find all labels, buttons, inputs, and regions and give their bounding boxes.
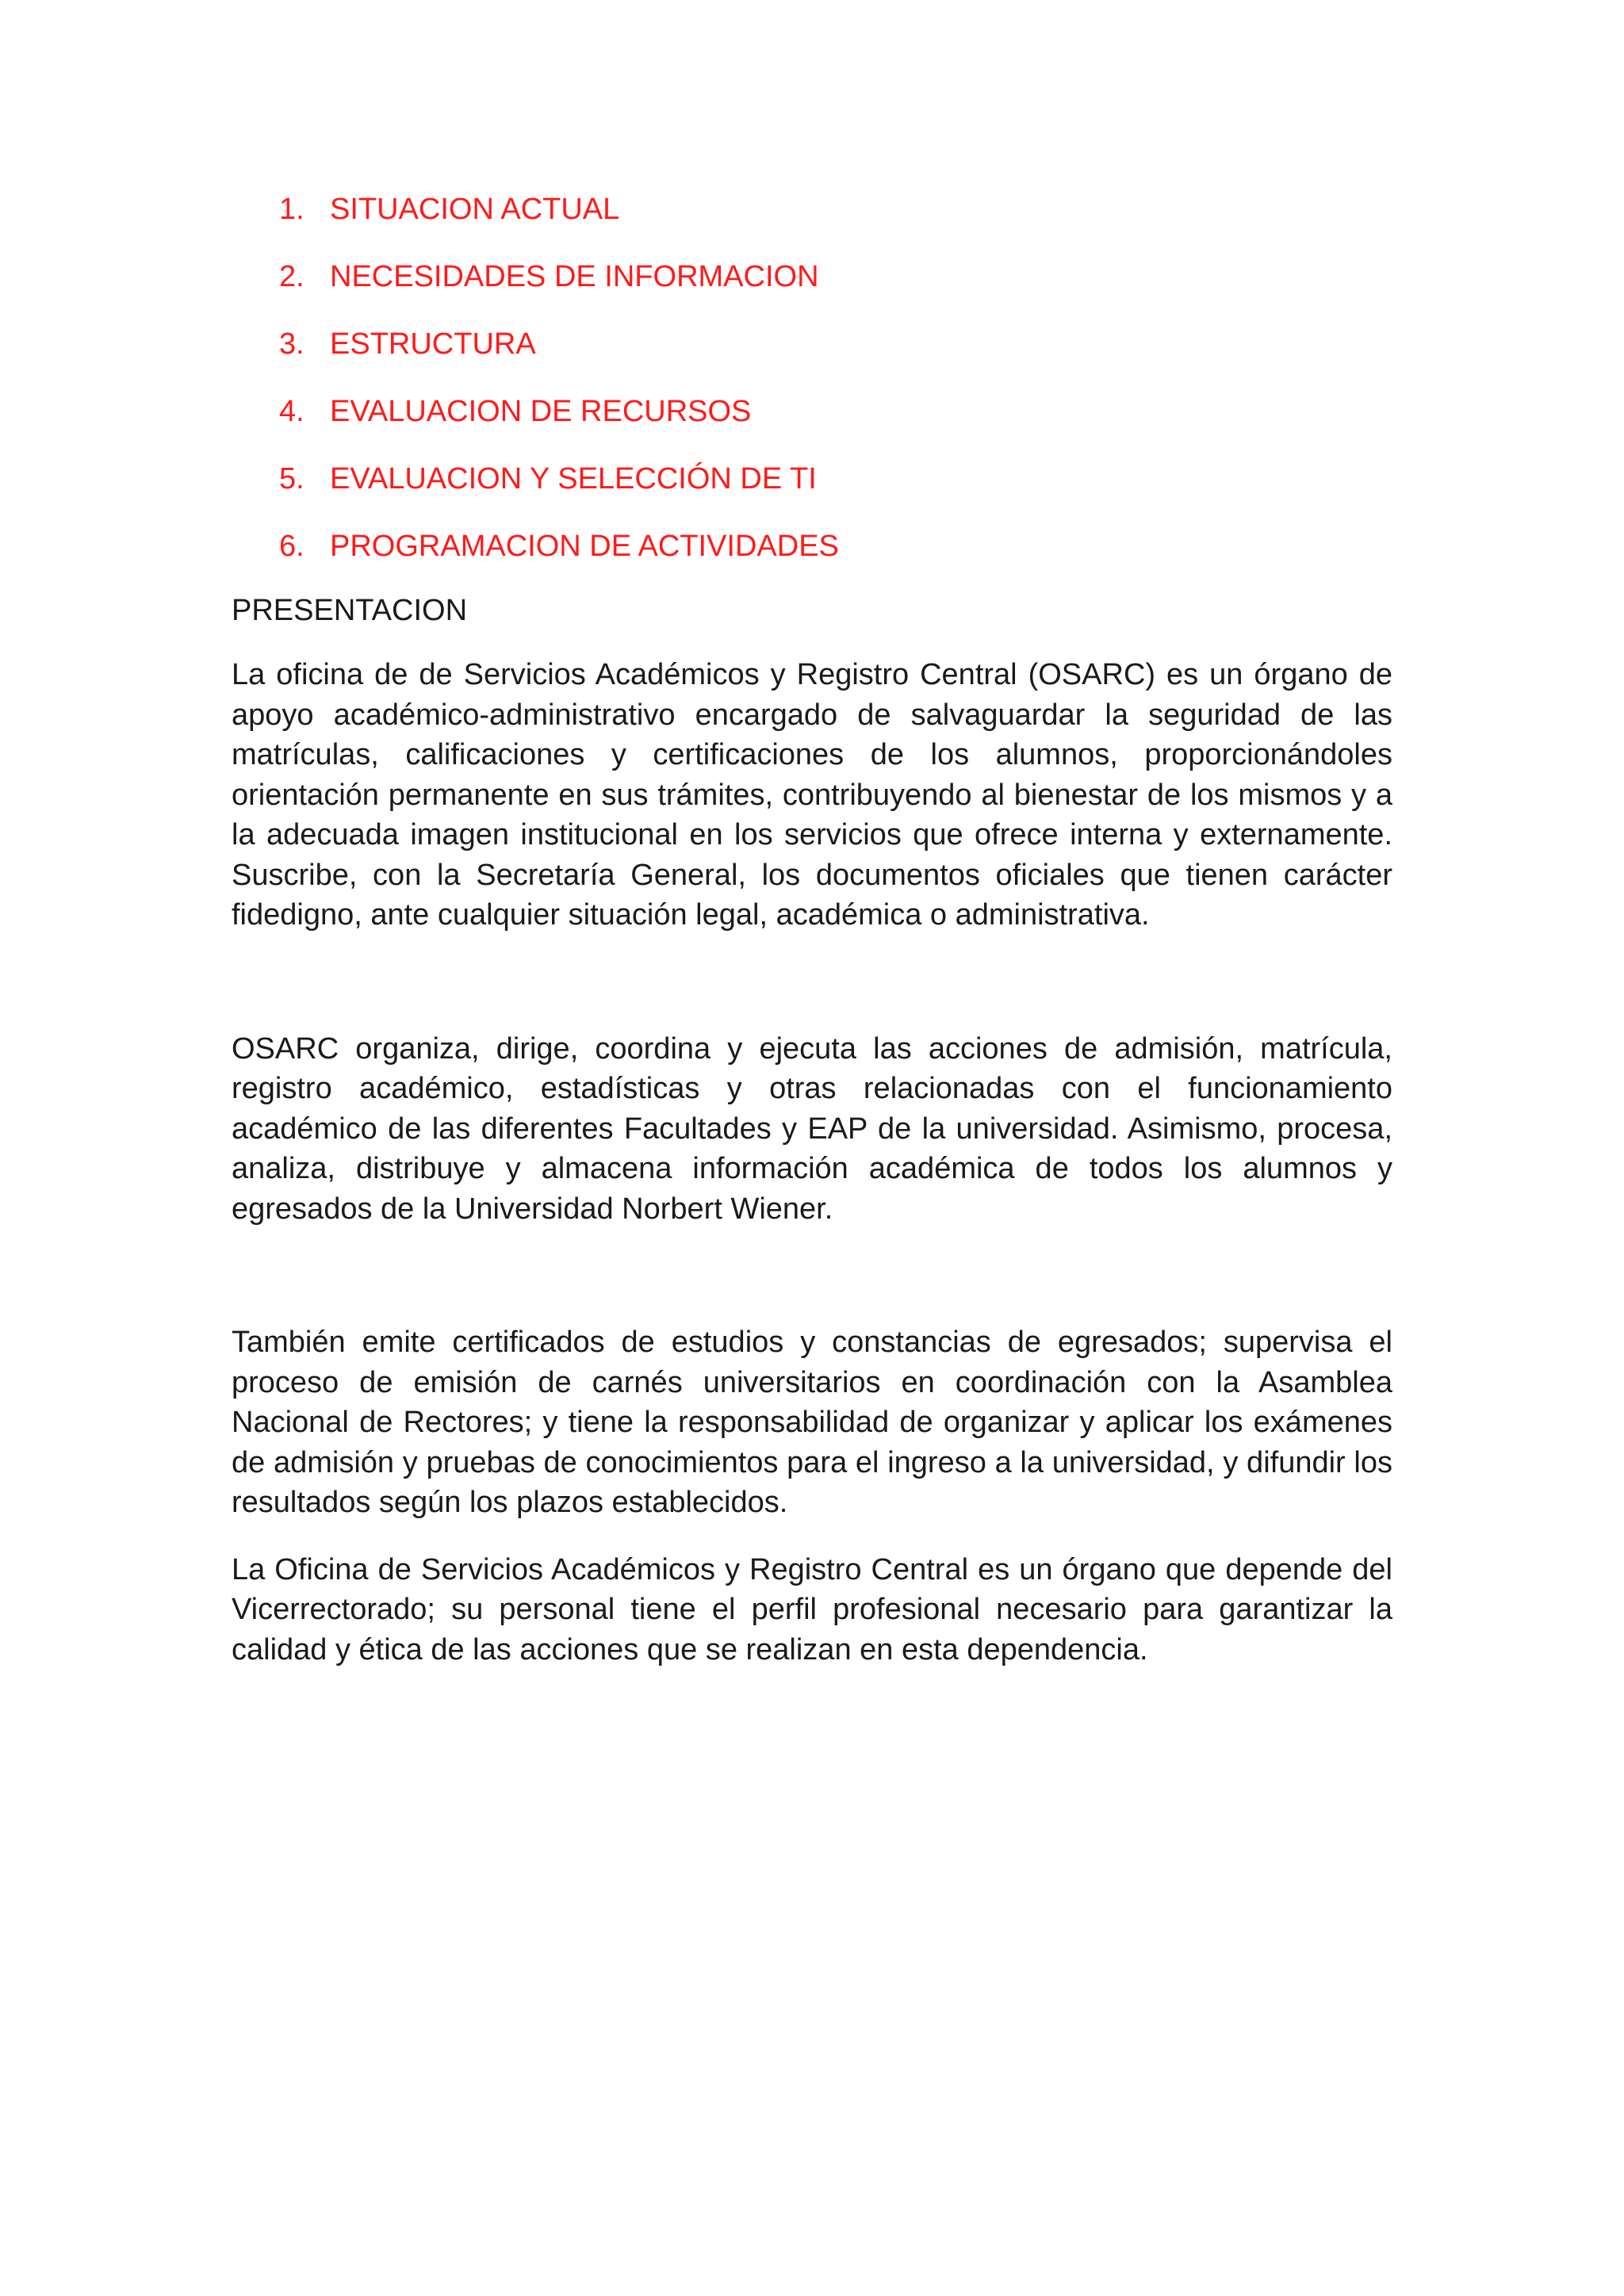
toc-item-label: EVALUACION DE RECURSOS [330,395,752,428]
table-of-contents [279,187,839,591]
toc-item-number: 4. [279,395,304,428]
toc-item-label: ESTRUCTURA [330,327,536,361]
toc-item-label: NECESIDADES DE INFORMACION [330,260,819,293]
toc-item-evaluacion-y-seleccion-de-ti [279,457,839,524]
toc-item-number: 2. [279,260,304,293]
toc-item-label: PROGRAMACION DE ACTIVIDADES [330,530,839,563]
toc-item-evaluacion-de-recursos [279,389,839,457]
toc-item-estructura [279,322,839,389]
toc-item-label: EVALUACION Y SELECCIÓN DE TI [330,462,817,496]
paragraph-osarc-certificates: También emite certificados de estudios y constancias de egresados; supervisa el proceso de emisión de carnés universitarios en coordinación con la Asamblea Nacional de Rectores; y tiene la responsabilidad de organizar y aplicar los exámenes de admisión y pruebas de conocimientos para el ingreso a la universidad, y difundir los resultados según los plazos establecidos. [232,1326,1392,1519]
section-heading: PRESENTACION [232,594,468,627]
toc-item-necesidades-de-informacion [279,254,839,322]
presentation-section [232,588,1392,1670]
toc-item-programacion-de-actividades [279,524,839,591]
paragraph-osarc-functions: OSARC organiza, dirige, coordina y ejecuta las acciones de admisión, matrícula, registro académico, estadísticas y otras relacionadas con el funcionamiento académico de las diferentes Facultades y EAP de la universidad. Asimismo, procesa, analiza, distribuye y almacena información académica de todos los alumnos y egresados de la Universidad Norbert Wiener. [232,1031,1392,1226]
toc-item-situacion-actual [279,187,839,254]
toc-item-number: 3. [279,327,304,361]
toc-item-number: 1. [279,193,304,226]
paragraph-osarc-description: La oficina de de Servicios Académicos y Registro Central (OSARC) es un órgano de apoyo académico-administrativo encargado de salvaguardar la seguridad de las matrículas, calificaciones y certificaciones de los alumnos, proporcionándoles orientación permanente en sus trámites, contribuyendo al bienestar de los mismos y a la adecuada imagen institucional en los servicios que ofrece interna y externamente. Suscribe, con la Secretaría General, los documentos oficiales que tienen carácter fidedigno, ante cualquier situación legal, académica o administrativa. [232,658,1392,932]
toc-item-number: 5. [279,462,304,496]
paragraph-osarc-dependency: La Oficina de Servicios Académicos y Registro Central es un órgano que depende del Vicerrectorado; su personal tiene el perfil profesional necesario para garantizar la calidad y ética de las acciones que se realizan en esta dependencia. [232,1552,1392,1667]
toc-item-number: 6. [279,530,304,563]
toc-item-label: SITUACION ACTUAL [330,193,620,226]
